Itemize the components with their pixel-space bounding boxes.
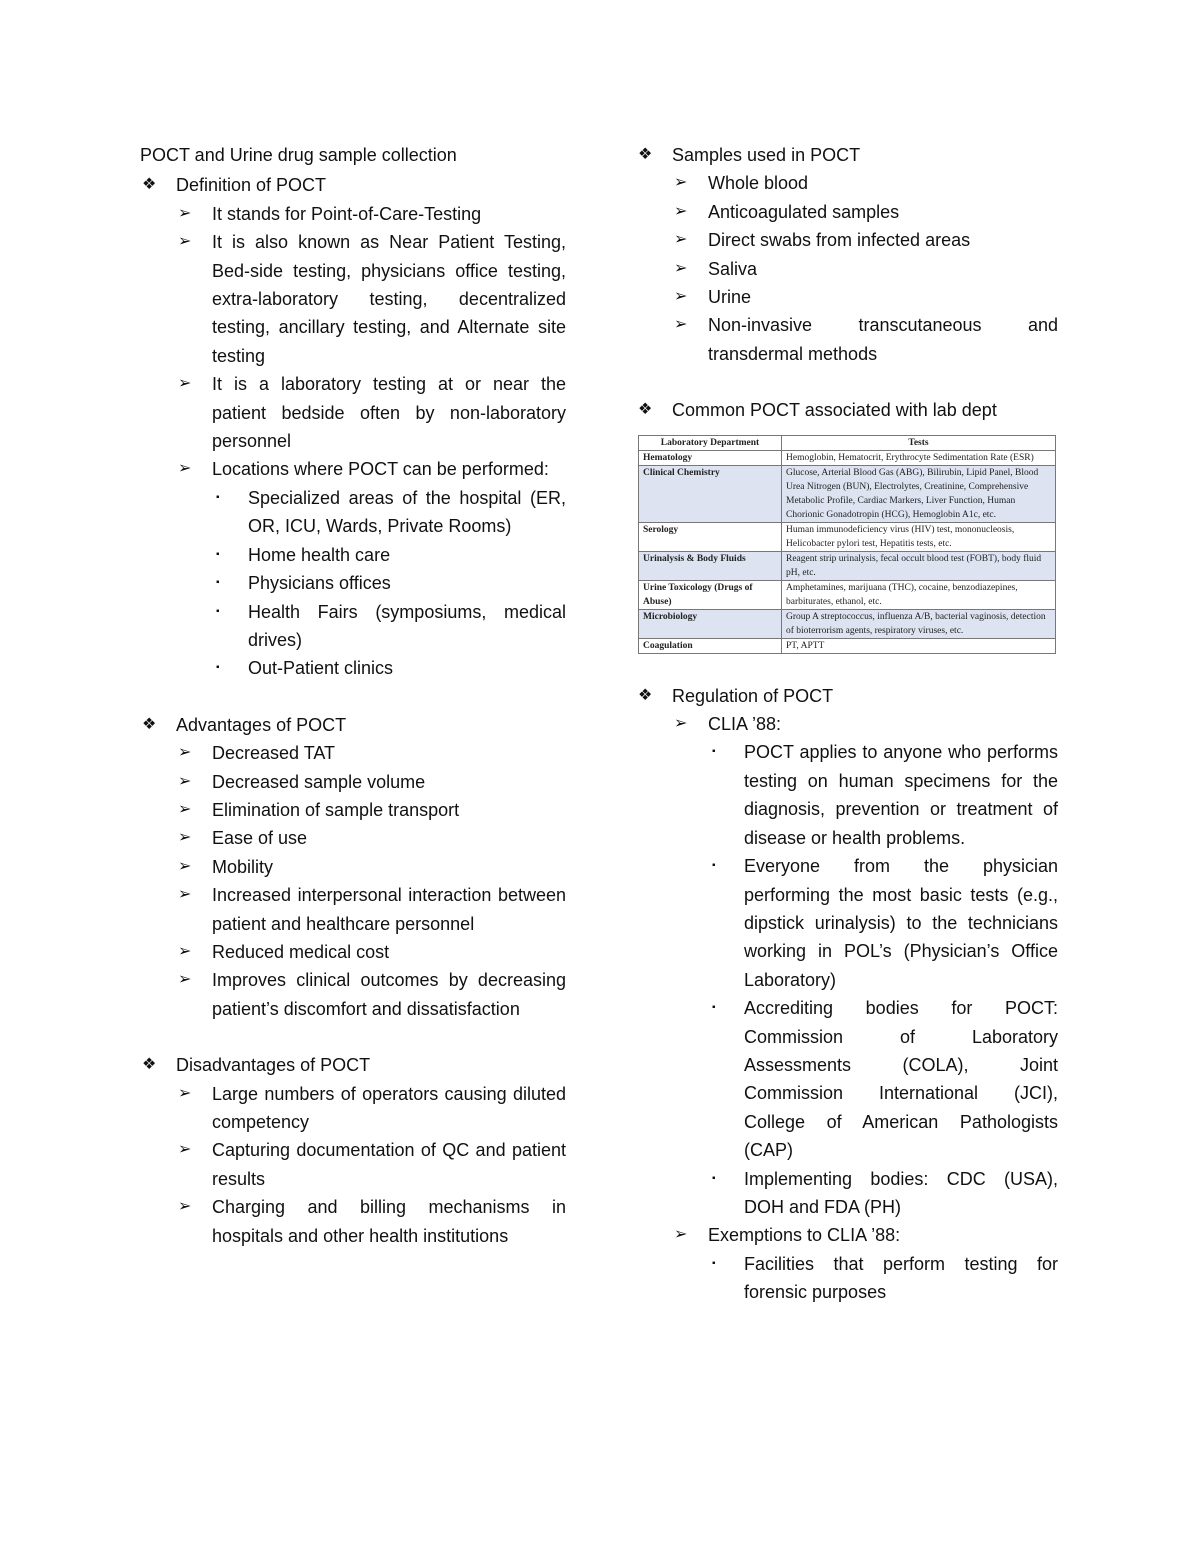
table-cell-tests: Human immunodeficiency virus (HIV) test, mononucleosis, Helicobacter pylori test, Hepatitis tests, etc. [782, 522, 1056, 551]
section-disadvantages [140, 1051, 566, 1250]
square-bullet-icon: ▪ [216, 548, 220, 560]
section-advantages [140, 711, 566, 1023]
list-item: ➢ Anticoagulated samples [636, 198, 1058, 226]
square-bullet-icon: ▪ [712, 1002, 716, 1014]
list-item: ➢ Improves clinical outcomes by decreasing patient’s discomfort and dissatisfaction [140, 966, 566, 1023]
square-bullet-icon: ▪ [216, 491, 220, 503]
list-item: ➢ Decreased sample volume [140, 768, 566, 796]
table-header-row [639, 435, 1056, 450]
section-heading-regulation: ❖ Regulation of POCT [636, 682, 1058, 710]
sub-list-item: ▪ Health Fairs (symposiums, medical drives) [140, 598, 566, 655]
square-bullet-icon: ▪ [216, 605, 220, 617]
arrow-bullet-icon: ➢ [178, 1084, 192, 1102]
table-cell-tests: Group A streptococcus, influenza A/B, bacterial vaginosis, detection of bioterrorism agents, respiratory viruses, etc. [782, 609, 1056, 638]
list-item: ➢ Reduced medical cost [140, 938, 566, 966]
section-definition [140, 171, 566, 682]
diamond-bullet-icon: ❖ [638, 146, 653, 163]
sub-list-item: ▪ Home health care [140, 541, 566, 569]
arrow-bullet-icon: ➢ [178, 233, 192, 251]
arrow-bullet-icon: ➢ [674, 316, 688, 334]
list-item: ➢ It is a laboratory testing at or near the patient bedside often by non-laboratory personnel [140, 370, 566, 455]
section-heading-disadvantages: ❖ Disadvantages of POCT [140, 1051, 566, 1079]
square-bullet-icon: ▪ [712, 746, 716, 758]
table-cell-tests: Reagent strip urinalysis, fecal occult blood test (FOBT), body fluid pH, etc. [782, 551, 1056, 580]
table-row [639, 638, 1056, 653]
section-heading-advantages: ❖ Advantages of POCT [140, 711, 566, 739]
list-item: ➢ Urine [636, 283, 1058, 311]
list-item: ➢ It is also known as Near Patient Testing, Bed-side testing, physicians office testing, extra-laboratory testing, decentralized testing, ancillary testing, and Alternate site testing [140, 228, 566, 370]
list-item: ➢ CLIA ’88: [636, 710, 1058, 738]
list-item: ➢ Mobility [140, 853, 566, 881]
list-item: ➢ Ease of use [140, 824, 566, 852]
section-heading-samples: ❖ Samples used in POCT [636, 141, 1058, 169]
arrow-bullet-icon: ➢ [178, 375, 192, 393]
section-regulation [636, 682, 1058, 1307]
lab-department-table [638, 435, 1056, 654]
table-row [639, 609, 1056, 638]
arrow-bullet-icon: ➢ [178, 942, 192, 960]
table-cell-tests: Hemoglobin, Hematocrit, Erythrocyte Sedimentation Rate (ESR) [782, 450, 1056, 465]
table-row [639, 551, 1056, 580]
list-item: ➢ Non-invasive transcutaneous and transdermal methods [636, 311, 1058, 368]
arrow-bullet-icon: ➢ [178, 1141, 192, 1159]
diamond-bullet-icon: ❖ [638, 401, 653, 419]
table-cell-department: Hematology [639, 450, 782, 465]
table-header-cell: Laboratory Department [639, 435, 782, 450]
square-bullet-icon: ▪ [216, 577, 220, 589]
table-cell-department: Coagulation [639, 638, 782, 653]
sub-list-item: ▪ Accrediting bodies for POCT: Commission of Laboratory Assessments (COLA), Joint Commission International (JCI), College of American Pathologists (CAP) [636, 994, 1058, 1164]
list-item: ➢ Locations where POCT can be performed: [140, 455, 566, 483]
list-item: ➢ Exemptions to CLIA ’88: [636, 1221, 1058, 1249]
diamond-bullet-icon: ❖ [142, 1056, 157, 1074]
arrow-bullet-icon: ➢ [178, 829, 192, 847]
arrow-bullet-icon: ➢ [178, 886, 192, 904]
arrow-bullet-icon: ➢ [178, 744, 192, 762]
section-heading-common-poct: ❖ Common POCT associated with lab dept [636, 396, 1058, 424]
sub-list-item: ▪ Out-Patient clinics [140, 654, 566, 682]
table-cell-department: Serology [639, 522, 782, 551]
table-cell-department: Microbiology [639, 609, 782, 638]
list-item: ➢ Charging and billing mechanisms in hospitals and other health institutions [140, 1193, 566, 1250]
arrow-bullet-icon: ➢ [178, 971, 192, 989]
diamond-bullet-icon: ❖ [142, 176, 157, 194]
section-common-poct [636, 396, 1058, 653]
lab-department-table-wrap [638, 435, 1058, 654]
table-cell-tests: PT, APTT [782, 638, 1056, 653]
sub-list-item: ▪ Everyone from the physician performing the most basic tests (e.g., dipstick urinalysis) to the technicians working in POL’s (Physician’s Office Laboratory) [636, 852, 1058, 994]
diamond-bullet-icon: ❖ [142, 715, 157, 733]
arrow-bullet-icon: ➢ [674, 259, 688, 277]
diamond-bullet-icon: ❖ [638, 686, 653, 704]
sub-list-item: ▪ Physicians offices [140, 569, 566, 597]
table-cell-tests: Amphetamines, marijuana (THC), cocaine, benzodiazepines, barbiturates, ethanol, etc. [782, 580, 1056, 609]
arrow-bullet-icon: ➢ [674, 288, 688, 306]
arrow-bullet-icon: ➢ [674, 202, 688, 220]
table-row [639, 580, 1056, 609]
arrow-bullet-icon: ➢ [674, 715, 688, 733]
list-item: ➢ Large numbers of operators causing diluted competency [140, 1080, 566, 1137]
table-cell-department: Urinalysis & Body Fluids [639, 551, 782, 580]
table-row [639, 522, 1056, 551]
arrow-bullet-icon: ➢ [178, 800, 192, 818]
table-cell-department: Urine Toxicology (Drugs of Abuse) [639, 580, 782, 609]
square-bullet-icon: ▪ [216, 662, 220, 674]
table-header-cell: Tests [782, 435, 1056, 450]
list-item: ➢ Elimination of sample transport [140, 796, 566, 824]
list-item: ➢ Increased interpersonal interaction between patient and healthcare personnel [140, 881, 566, 938]
sub-list-item: ▪ Facilities that perform testing for forensic purposes [636, 1250, 1058, 1307]
sub-list-item: ▪ Implementing bodies: CDC (USA), DOH and FDA (PH) [636, 1165, 1058, 1222]
list-item: ➢ Whole blood [636, 169, 1058, 197]
arrow-bullet-icon: ➢ [674, 1226, 688, 1244]
right-column [636, 141, 1058, 1307]
arrow-bullet-icon: ➢ [674, 174, 688, 192]
page-title: POCT and Urine drug sample collection [140, 145, 457, 165]
arrow-bullet-icon: ➢ [178, 460, 192, 478]
list-item: ➢ Saliva [636, 255, 1058, 283]
list-item: ➢ Direct swabs from infected areas [636, 226, 1058, 254]
table-cell-department: Clinical Chemistry [639, 465, 782, 522]
list-item: ➢ Capturing documentation of QC and patient results [140, 1136, 566, 1193]
list-item: ➢ It stands for Point-of-Care-Testing [140, 200, 566, 228]
table-cell-tests: Glucose, Arterial Blood Gas (ABG), Bilirubin, Lipid Panel, Blood Urea Nitrogen (BUN), Electrolytes, Creatinine, Comprehensive Metabolic Profile, Cardiac Markers, Liver Function, Human Chorionic Gonadotropin (HCG), Hemoglobin A1c, etc. [782, 465, 1056, 522]
arrow-bullet-icon: ➢ [178, 1198, 192, 1216]
square-bullet-icon: ▪ [712, 860, 716, 872]
table-row [639, 465, 1056, 522]
section-heading-definition: ❖ Definition of POCT [140, 171, 566, 199]
list-item: ➢ Decreased TAT [140, 739, 566, 767]
arrow-bullet-icon: ➢ [178, 772, 192, 790]
arrow-bullet-icon: ➢ [674, 231, 688, 249]
sub-list-item: ▪ Specialized areas of the hospital (ER, OR, ICU, Wards, Private Rooms) [140, 484, 566, 541]
square-bullet-icon: ▪ [712, 1172, 716, 1184]
arrow-bullet-icon: ➢ [178, 204, 192, 222]
left-column [140, 141, 566, 1250]
square-bullet-icon: ▪ [712, 1257, 716, 1269]
arrow-bullet-icon: ➢ [178, 857, 192, 875]
sub-list-item: ▪ POCT applies to anyone who performs testing on human specimens for the diagnosis, prevention or treatment of disease or health problems. [636, 738, 1058, 852]
table-row [639, 450, 1056, 465]
section-samples [636, 141, 1058, 368]
